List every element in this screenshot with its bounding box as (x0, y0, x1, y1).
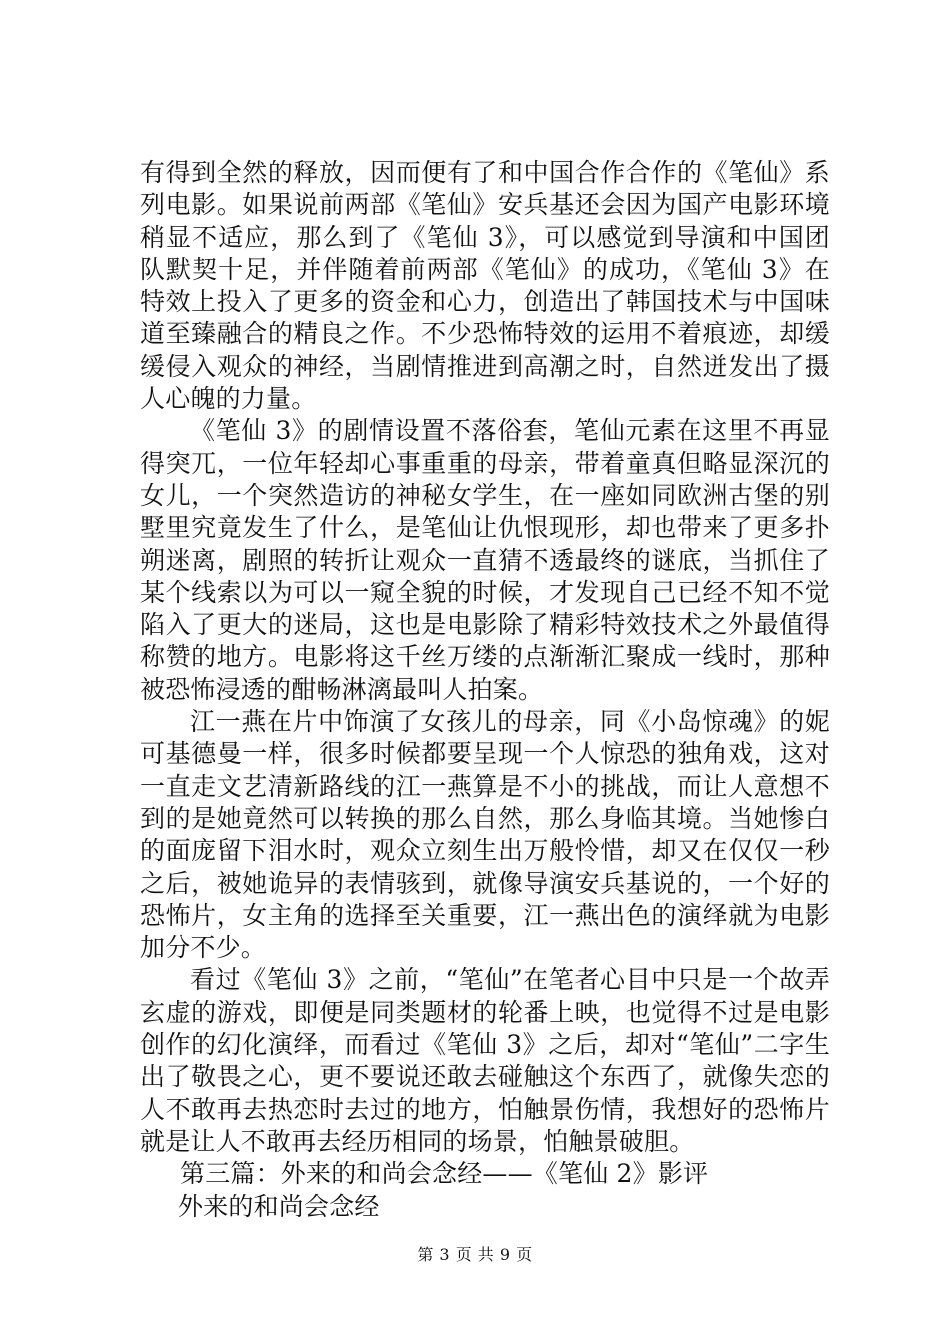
paragraph-1: 有得到全然的释放，因而便有了和中国合作合作的《笔仙》系列电影。如果说前两部《笔仙》安兵基还会因为国产电影环境稍显不适应，那么到了《笔仙 3》，可以感觉到导演和中国团队默契十足，并伴随着前两部《笔仙》的成功，《笔仙 3》在特效上投入了更多的资金和心力，创造出了韩国技术与中国味道至臻融合的精良之作。不少恐怖特效的运用不着痕迹，却缓缓侵入观众的神经，当剧情推进到高潮之时，自然迸发出了摄人心魄的力量。 (140, 158, 830, 414)
paragraph-3: 江一燕在片中饰演了女孩儿的母亲，同《小岛惊魂》的妮可基德曼一样，很多时候都要呈现一个人惊恐的独角戏，这对一直走文艺清新路线的江一燕算是不小的挑战，而让人意想不到的是她竟然可以转换的那么自然，那么身临其境。当她惨白的面庞留下泪水时，观众立刻生出万般怜惜，却又在仅仅一秒之后，被她诡异的表情骇到，就像导演安兵基说的，一个好的恐怖片，女主角的选择至关重要，江一燕出色的演绎就为电影加分不少。 (140, 707, 830, 963)
section-heading: 第三篇：外来的和尚会念经——《笔仙 2》影评 (180, 1159, 709, 1189)
paragraph-4: 看过《笔仙 3》之前，“笔仙”在笔者心目中只是一个故弄玄虚的游戏，即便是同类题材的轮番上映，也觉得不过是电影创作的幻化演绎，而看过《笔仙 3》之后，却对“笔仙”二字生出了敬畏之心，更不要说还敢去碰触这个东西了，就像失恋的人不敢再去热恋时去过的地方，怕触景伤情，我想好的恐怖片就是让人不敢再去经历相同的场景，怕触景破胆。 (140, 965, 830, 1156)
paragraph-2: 《笔仙 3》的剧情设置不落俗套，笔仙元素在这里不再显得突兀，一位年轻却心事重重的母亲，带着童真但略显深沉的女儿，一个突然造访的神秘女学生，在一座如同欧洲古堡的别墅里究竟发生了什么，是笔仙让仇恨现形，却也带来了更多扑朔迷离，剧照的转折让观众一直猜不透最终的谜底，当抓住了某个线索以为可以一窥全貌的时候，才发现自己已经不知不觉陷入了更大的迷局，这也是电影除了精彩特效技术之外最值得称赞的地方。电影将这千丝万缕的点渐渐汇聚成一线时，那种被恐怖浸透的酣畅淋漓最叫人拍案。 (140, 416, 830, 704)
page-number-footer: 第 3 页 共 9 页 (417, 1245, 533, 1264)
section-subtitle: 外来的和尚会念经 (178, 1191, 380, 1221)
document-body (140, 157, 830, 1223)
